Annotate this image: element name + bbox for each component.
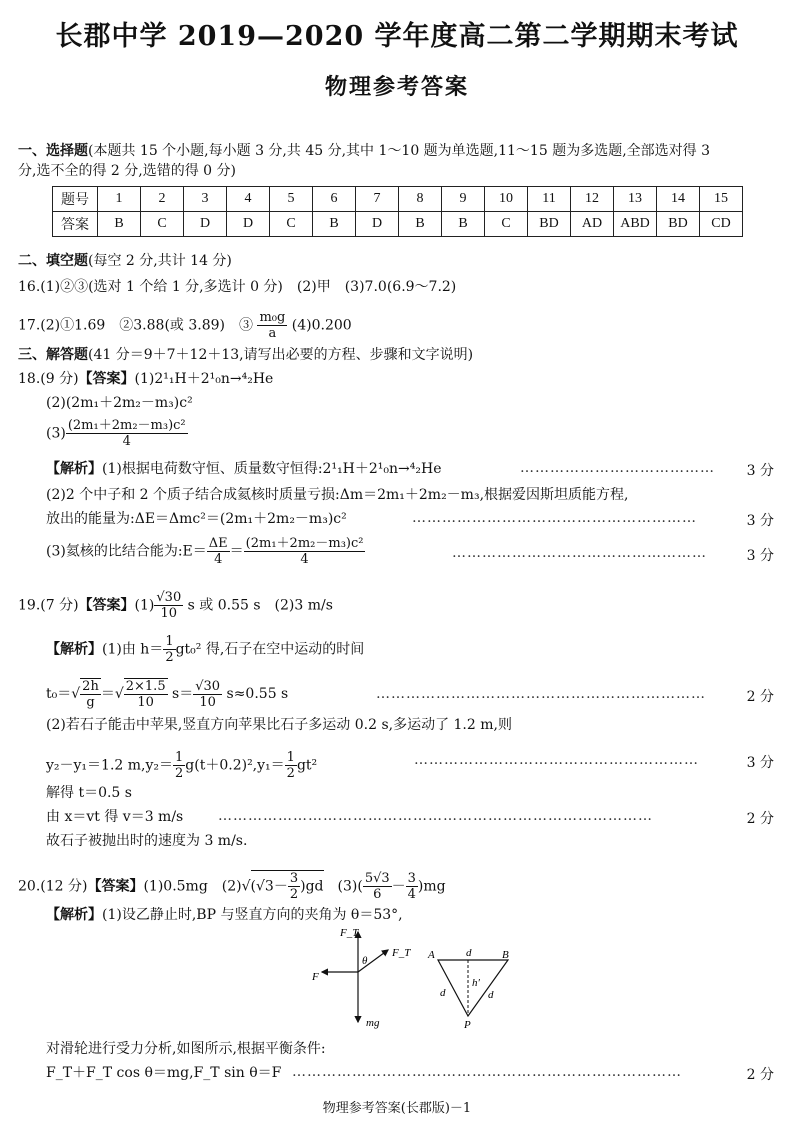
q19-s6: 由 x＝vt 得 v＝3 m/s bbox=[46, 809, 184, 825]
q20-a3-mid: － bbox=[391, 878, 406, 895]
frac-den: 6 bbox=[373, 887, 382, 902]
table-cell: 11 bbox=[528, 187, 571, 212]
q19-s2-a: t₀＝ bbox=[46, 686, 72, 702]
frac-num: (2m₁＋2m₂－m₃)c² bbox=[67, 418, 186, 433]
frac-den: 10 bbox=[160, 606, 178, 621]
page-footer: 物理参考答案(长郡版)－1 bbox=[322, 1101, 472, 1116]
q19-s2-line: t₀＝√ $\frac{2h}{g}$ ＝√ $\frac{2\times 1.5}{10}$ s＝ $\frac{√30}{10}$ s≈0.55 s bbox=[46, 678, 289, 710]
q17-fraction bbox=[257, 310, 287, 341]
leader-dots: ………………………………… bbox=[520, 460, 715, 476]
leader-dots: ………………………………………………………… bbox=[376, 686, 706, 702]
score-label: 3 分 bbox=[746, 463, 774, 479]
q20-a1: (1)0.5mg (2) bbox=[143, 878, 242, 895]
section2-heading: 二、填空题 bbox=[18, 253, 88, 269]
ft-up-label: F_T bbox=[340, 927, 359, 939]
leader-dots: …………………………………………………………………………… bbox=[218, 808, 653, 824]
equals: ＝ bbox=[229, 543, 244, 560]
table-cell: BD bbox=[528, 212, 571, 237]
q19-s4-a: y₂－y₁＝1.2 m,y₂＝ bbox=[46, 757, 174, 774]
q20-a3-frac2 bbox=[406, 871, 418, 902]
section3-heading: 三、解答题 bbox=[18, 347, 88, 363]
q19-s1-b: gt₀² 得,石子在空中运动的时间 bbox=[175, 641, 365, 658]
table-cell: 3 bbox=[184, 187, 227, 212]
q18-a3-prefix: (3) bbox=[46, 425, 66, 442]
frac-den: 4 bbox=[214, 552, 223, 567]
table-cell: 4 bbox=[227, 187, 270, 212]
q19-s2-root1 bbox=[80, 678, 101, 710]
frac-num: √30 bbox=[156, 590, 182, 605]
frac-num: 1 bbox=[286, 750, 295, 765]
frac-num: √30 bbox=[195, 678, 221, 694]
force-diagram bbox=[300, 924, 530, 1034]
q19-a1-suffix: s 或 0.55 s (2)3 m/s bbox=[183, 597, 333, 614]
q19-s2-c: s≈0.55 s bbox=[222, 686, 289, 702]
answer-tag: 【答案】 bbox=[78, 597, 135, 614]
frac-den: 4 bbox=[407, 887, 416, 902]
q18-s3-frac1 bbox=[207, 536, 230, 567]
q18-a2: (2)(2m₁＋2m₂－m₃)c² bbox=[46, 395, 193, 411]
q20-answer-line: 20.(12 分)【答案】(1)0.5mg (2)√(√3－ $\frac{3}{2}$ )gd (3)( $\frac{5√3}{6}$ － $\frac{3}{4}$ )mg bbox=[18, 871, 446, 902]
table-cell: C bbox=[485, 212, 528, 237]
table-cell: 1 bbox=[98, 187, 141, 212]
table-cell: 5 bbox=[270, 187, 313, 212]
q17-line bbox=[18, 310, 352, 341]
table-cell: 10 bbox=[485, 187, 528, 212]
frac-num: 1 bbox=[175, 750, 184, 765]
table-cell: 15 bbox=[700, 187, 743, 212]
point-p-label: P bbox=[464, 1019, 471, 1031]
h-label: h′ bbox=[472, 977, 480, 989]
table-cell: B bbox=[442, 212, 485, 237]
leader-dots: ………………………………………………… bbox=[412, 510, 697, 526]
score-label: 2 分 bbox=[746, 1067, 774, 1083]
frac-den: 2 bbox=[165, 650, 174, 665]
q17-part-b: (4)0.200 bbox=[291, 317, 352, 334]
q18-answer-line bbox=[18, 370, 273, 388]
theta-label: θ bbox=[362, 955, 368, 967]
q19-s2-fraction bbox=[193, 679, 222, 710]
q19-a1-prefix: (1) bbox=[134, 597, 155, 614]
section2-note: (每空 2 分,共计 14 分) bbox=[88, 253, 232, 269]
table-cell: D bbox=[184, 212, 227, 237]
q19-s4-frac2 bbox=[285, 750, 297, 781]
q19-s4-line bbox=[46, 750, 317, 781]
table-row-answers bbox=[53, 212, 743, 237]
frac-num: 5√3 bbox=[364, 871, 390, 886]
score-label: 2 分 bbox=[746, 689, 774, 705]
point-a-label: A bbox=[428, 949, 435, 961]
table-cell: AD bbox=[571, 212, 614, 237]
q18-a3-fraction bbox=[66, 418, 188, 449]
table-cell: 7 bbox=[356, 187, 399, 212]
frac-den: 4 bbox=[122, 434, 131, 449]
table-cell: D bbox=[356, 212, 399, 237]
analysis-tag: 【解析】 bbox=[46, 641, 102, 658]
page-subtitle: 物理参考答案 bbox=[324, 74, 469, 100]
score-label: 3 分 bbox=[746, 513, 774, 529]
frac-num: m₀g bbox=[259, 310, 286, 325]
leader-dots: …………………………………………… bbox=[452, 545, 707, 561]
table-cell: B bbox=[98, 212, 141, 237]
table-cell: 13 bbox=[614, 187, 657, 212]
score-label: 3 分 bbox=[746, 755, 774, 771]
q18-a1: (1)2¹₁H＋2¹₀n→⁴₂He bbox=[134, 371, 274, 387]
q20-a2-a: (√3－ bbox=[250, 878, 288, 895]
frac-num: 2h bbox=[82, 679, 99, 694]
frac-num: ΔE bbox=[208, 536, 228, 551]
q18-s3-line bbox=[46, 536, 365, 567]
section1-line1 bbox=[18, 142, 710, 160]
q19-s2-b: s＝ bbox=[167, 686, 194, 702]
q19-head: 19.(7 分) bbox=[18, 597, 79, 614]
q18-s3-frac2 bbox=[244, 536, 366, 567]
frac-den: 10 bbox=[199, 694, 216, 710]
analysis-tag: 【解析】 bbox=[46, 461, 102, 477]
f-label: F bbox=[312, 971, 319, 983]
score-label: 3 分 bbox=[746, 548, 774, 564]
mg-label: mg bbox=[366, 1017, 380, 1029]
section3-note: (41 分＝9＋7＋12＋13,请写出必要的方程、步骤和文字说明) bbox=[88, 347, 474, 363]
table-cell: B bbox=[399, 212, 442, 237]
q20-a3-b: )mg bbox=[417, 878, 446, 895]
q19-s1-line bbox=[46, 634, 364, 665]
answer-table bbox=[52, 186, 743, 237]
section3-heading-line bbox=[18, 346, 473, 364]
leader-dots: …………………………………………………………………… bbox=[292, 1064, 682, 1080]
section2-heading-line bbox=[18, 252, 232, 270]
q18-s2-line2: 放出的能量为:ΔE＝Δmc²＝(2m₁＋2m₂－m₃)c² bbox=[46, 511, 347, 527]
frac-num: 3 bbox=[407, 871, 416, 886]
q19-answer-line bbox=[18, 590, 333, 621]
q18-s1-text: (1)根据电荷数守恒、质量数守恒得:2¹₁H＋2¹₀n→⁴₂He bbox=[102, 461, 442, 477]
table-cell: 9 bbox=[442, 187, 485, 212]
q20-s1-line bbox=[46, 906, 403, 924]
table-cell: C bbox=[141, 212, 184, 237]
d-right-label: d bbox=[488, 989, 494, 1001]
answer-tag: 【答案】 bbox=[78, 371, 135, 387]
q19-s1-fraction bbox=[163, 634, 175, 665]
frac-den: g bbox=[86, 695, 95, 710]
q19-s4-frac1 bbox=[173, 750, 185, 781]
table-cell: 6 bbox=[313, 187, 356, 212]
table-cell: B bbox=[313, 212, 356, 237]
d-top-label: d bbox=[466, 947, 472, 959]
table-row-label: 答案 bbox=[53, 212, 98, 237]
table-cell: CD bbox=[700, 212, 743, 237]
score-label: 2 分 bbox=[746, 811, 774, 827]
equals: ＝ bbox=[100, 686, 115, 702]
q19-s7: 故石子被抛出时的速度为 3 m/s. bbox=[46, 833, 248, 849]
q18-s1 bbox=[46, 460, 442, 478]
frac-den: 10 bbox=[137, 695, 154, 710]
q20-a3-frac1 bbox=[363, 871, 392, 902]
ft-slant-label: F_T bbox=[392, 947, 411, 959]
frac-den: a bbox=[268, 326, 277, 341]
q20-s2: 对滑轮进行受力分析,如图所示,根据平衡条件: bbox=[46, 1041, 326, 1057]
page-title: 长郡中学 2019—2020 学年度高二第二学期期末考试 bbox=[55, 21, 739, 52]
section1-note: (本题共 15 个小题,每小题 3 分,共 45 分,其中 1～10 题为单选题,11～15 题为多选题,全部选对得 3 bbox=[88, 143, 711, 159]
analysis-tag: 【解析】 bbox=[46, 907, 102, 923]
q19-s2-root2 bbox=[124, 678, 168, 710]
q19-s5: 解得 t＝0.5 s bbox=[46, 785, 132, 801]
q18-s2-line1: (2)2 个中子和 2 个质子结合成氦核时质量亏损:Δm＝2m₁＋2m₂－m₃,根据爱因斯坦质能方程, bbox=[46, 487, 629, 503]
d-left-label: d bbox=[440, 987, 446, 999]
table-cell: ABD bbox=[614, 212, 657, 237]
table-cell: 14 bbox=[657, 187, 700, 212]
q17-part-a: 17.(2)①1.69 ②3.88(或 3.89) ③ bbox=[18, 317, 253, 334]
table-cell: D bbox=[227, 212, 270, 237]
q20-a2-b: )gd bbox=[300, 878, 324, 895]
frac-den: 2 bbox=[286, 766, 295, 781]
q20-a2-radicand bbox=[251, 870, 324, 902]
frac-num: 1 bbox=[165, 634, 174, 649]
table-cell: BD bbox=[657, 212, 700, 237]
table-row-numbers bbox=[53, 187, 743, 212]
answer-tag: 【答案】 bbox=[87, 878, 144, 895]
frac-den: 2 bbox=[175, 766, 184, 781]
section1-heading: 一、选择题 bbox=[18, 143, 88, 159]
table-cell: C bbox=[270, 212, 313, 237]
leader-dots: ………………………………………………… bbox=[414, 752, 699, 768]
frac-num: 3 bbox=[289, 871, 299, 886]
q20-s3: F_T＋F_T cos θ＝mg,F_T sin θ＝F bbox=[46, 1065, 282, 1081]
frac-den: 2 bbox=[289, 887, 299, 902]
q20-s1: (1)设乙静止时,BP 与竖直方向的夹角为 θ＝53°, bbox=[102, 907, 403, 923]
table-cell: 12 bbox=[571, 187, 614, 212]
q20-a2-fraction bbox=[288, 871, 300, 902]
frac-den: 4 bbox=[300, 552, 309, 567]
q20-head: 20.(12 分) bbox=[18, 878, 88, 895]
q18-s3-prefix: (3)氦核的比结合能为:E＝ bbox=[46, 543, 207, 560]
table-cell: 2 bbox=[141, 187, 184, 212]
q19-s3: (2)若石子能击中苹果,竖直方向苹果比石子多运动 0.2 s,多运动了 1.2 m,则 bbox=[46, 717, 512, 733]
frac-num: (2m₁＋2m₂－m₃)c² bbox=[245, 536, 364, 551]
table-cell: 8 bbox=[399, 187, 442, 212]
q18-a3-line bbox=[46, 418, 188, 449]
table-row-label: 题号 bbox=[53, 187, 98, 212]
q19-a1-fraction bbox=[154, 590, 183, 621]
q19-s4-b: g(t＋0.2)²,y₁＝ bbox=[185, 757, 285, 774]
q20-a3-a: (3)( bbox=[323, 878, 363, 895]
section1-note-line2: 分,选不全的得 2 分,选错的得 0 分) bbox=[18, 163, 236, 179]
q18-head: 18.(9 分) bbox=[18, 371, 79, 387]
q19-s4-c: gt² bbox=[296, 757, 318, 774]
q16-line: 16.(1)②③(选对 1 个给 1 分,多选计 0 分) (2)甲 (3)7.0(6.9～7.2) bbox=[18, 279, 457, 295]
frac-num: 2×1.5 bbox=[125, 679, 166, 694]
q19-s1-a: (1)由 h＝ bbox=[102, 641, 164, 658]
point-b-label: B bbox=[502, 949, 509, 961]
